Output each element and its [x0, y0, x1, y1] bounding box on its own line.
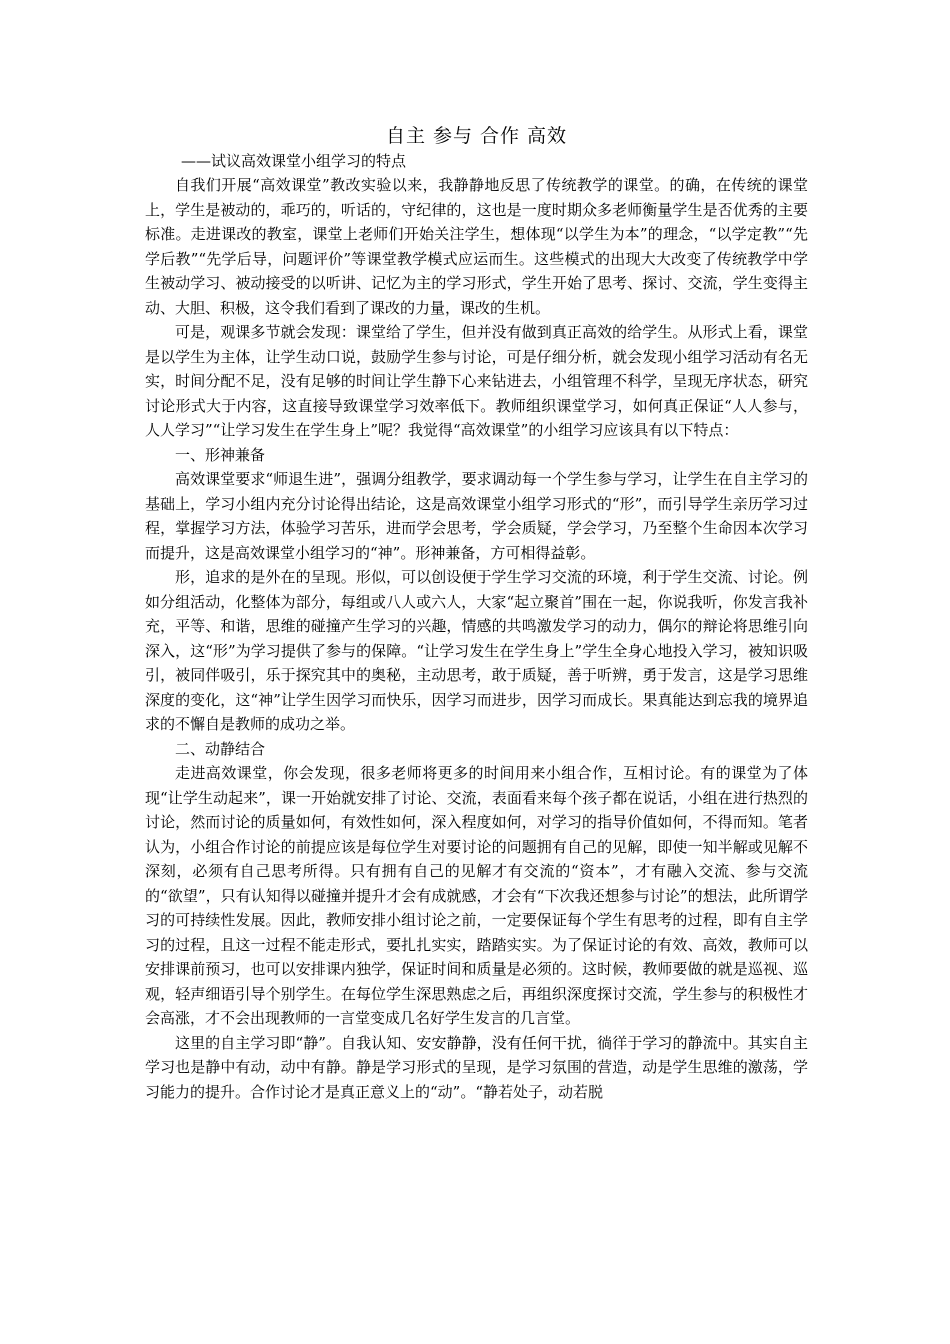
document-title: 自主 参与 合作 高效 [385, 125, 568, 147]
intro-paragraph-1: 自我们开展“高效课堂”教改实验以来，我静静地反思了传统教学的课堂。的确，在传统的课堂上，学生是被动的，乖巧的，听话的，守纪律的，这也是一度时期众多老师衡量学生是否优秀的主要标准。走进课改的教室，课堂上老师们开始关注学生，想体现“以学生为本”的理念，“以学定教”“先学后教”“先学后导，问题评价”等课堂教学模式应运而生。这些模式的出现大大改变了传统教学中学生被动学习、被动接受的以听讲、记忆为主的学习形式，学生开始了思考、探讨、交流，学生变得主动、大胆、积极，这令我们看到了课改的力量，课改的生机。 [145, 176, 808, 317]
section-1-heading: 一、形神兼备 [175, 445, 266, 464]
document-subtitle: ——试议高效课堂小组学习的特点 [181, 152, 407, 170]
document-page [145, 122, 808, 1104]
section-2-heading: 二、动静结合 [175, 739, 266, 758]
section-2-paragraph-2: 这里的自主学习即“静”。自我认知、安安静静，没有任何干扰，徜徉于学习的静流中。其实自主学习也是静中有动，动中有静。静是学习形式的呈现，是学习氛围的营造，动是学生思维的激荡，学习能力的提升。合作讨论才是真正意义上的“动”。“静若处子，动若脱 [145, 1033, 808, 1101]
section-2-paragraph-1: 走进高效课堂，你会发现，很多老师将更多的时间用来小组合作，互相讨论。有的课堂为了体现“让学生动起来”，课一开始就安排了讨论、交流，表面看来每个孩子都在说话，小组在进行热烈的讨论，然而讨论的质量如何，有效性如何，深入程度如何，对学习的指导价值如何，不得而知。笔者认为，小组合作讨论的前提应该是每位学生对要讨论的问题拥有自己的见解，即使一知半解或见解不深刻，必须有自己思考所得。只有拥有自己的见解才有交流的“资本”，才有融入交流、参与交流的“欲望”，只有认知得以碰撞并提升才会有成就感，才会有“下次我还想参与讨论”的想法，此所谓学习的可持续性发展。因此，教师安排小组讨论之前，一定要保证每个学生有思考的过程，即有自主学习的过程，且这一过程不能走形式，要扎扎实实，踏踏实实。为了保证讨论的有效、高效，教师可以安排课前预习，也可以安排课内独学，保证时间和质量是必须的。这时候，教师要做的就是巡视、巡观，轻声细语引导个别学生。在每位学生深思熟虑之后，再组织深度探讨交流，学生参与的积极性才会高涨，才不会出现教师的一言堂变成几名好学生发言的几言堂。 [145, 764, 808, 1027]
intro-paragraph-2: 可是，观课多节就会发现：课堂给了学生，但并没有做到真正高效的给学生。从形式上看，课堂是以学生为主体，让学生动口说，鼓励学生参与讨论，可是仔细分析，就会发现小组学习活动有名无实，时间分配不足，没有足够的时间让学生静下心来钻进去，小组管理不科学，呈现无序状态，研究讨论形式大于内容，这直接导致课堂学习效率低下。教师组织课堂学习，如何真正保证“人人参与，人人学习”“让学习发生在学生身上”呢？我觉得“高效课堂”的小组学习应该具有以下特点： [145, 323, 808, 439]
section-1-paragraph-1: 高效课堂要求“师退生进”，强调分组教学，要求调动每一个学生参与学习，让学生在自主学习的基础上，学习小组内充分讨论得出结论，这是高效课堂小组学习形式的“形”，而引导学生亲历学习过程，掌握学习方法，体验学习苦乐，进而学会思考，学会质疑，学会学习，乃至整个生命因本次学习而提升，这是高效课堂小组学习的“神”。形神兼备，方可相得益彰。 [145, 470, 808, 562]
section-1-paragraph-2: 形，追求的是外在的呈现。形似，可以创设便于学生学习交流的环境，利于学生交流、讨论。例如分组活动，化整体为部分，每组或八人或六人，大家“起立聚首”围在一起，你说我听，你发言我补充，平等、和谐，思维的碰撞产生学习的兴趣，情感的共鸣激发学习的动力，偶尔的辩论将思维引向深入，这“形”为学习提供了参与的保障。“让学习发生在学生身上”学生全身心地投入学习，被知识吸引，被同伴吸引，乐于探究其中的奥秘，主动思考，敢于质疑，善于听辨，勇于发言，这是学习思维深度的变化，这“神”让学生因学习而快乐，因学习而进步，因学习而成长。果真能达到忘我的境界追求的不懈自是教师的成功之举。 [145, 568, 808, 733]
